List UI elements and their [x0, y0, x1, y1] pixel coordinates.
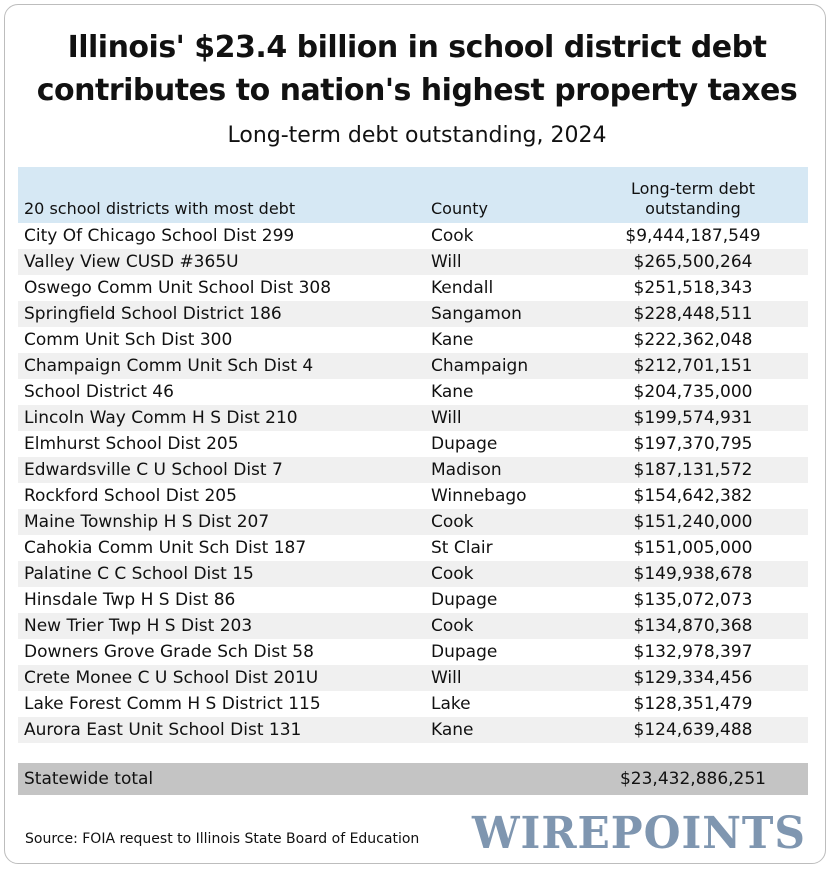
statewide-total-row: [18, 763, 808, 795]
debt-amount: $9,444,187,549: [625, 226, 761, 246]
debt-amount: $128,351,479: [633, 694, 753, 714]
county-name: Will: [431, 408, 462, 428]
county-name: Madison: [431, 460, 502, 480]
county-name: Winnebago: [431, 486, 527, 506]
table-row: [18, 353, 808, 379]
district-name: Oswego Comm Unit School Dist 308: [24, 278, 332, 298]
county-name: Kane: [431, 720, 474, 740]
district-name: Aurora East Unit School Dist 131: [24, 720, 302, 740]
county-name: Cook: [431, 226, 474, 246]
source-note: Source: FOIA request to Illinois State Board of Education: [25, 831, 420, 847]
county-name: Cook: [431, 512, 474, 532]
debt-amount: $265,500,264: [633, 252, 753, 272]
debt-amount: $151,005,000: [633, 538, 753, 558]
table-row: [18, 717, 808, 743]
debt-amount: $129,334,456: [633, 668, 753, 688]
debt-amount: $187,131,572: [633, 460, 753, 480]
district-name: Downers Grove Grade Sch Dist 58: [24, 642, 314, 662]
county-name: Cook: [431, 616, 474, 636]
debt-amount: $135,072,073: [633, 590, 753, 610]
table-row: [18, 639, 808, 665]
district-name: Valley View CUSD #365U: [24, 252, 239, 272]
district-name: Comm Unit Sch Dist 300: [24, 330, 233, 350]
column-header-debt-line-2: outstanding: [645, 199, 741, 218]
table-row: [18, 301, 808, 327]
table-row: [18, 405, 808, 431]
district-name: Champaign Comm Unit Sch Dist 4: [24, 356, 314, 376]
district-name: Hinsdale Twp H S Dist 86: [24, 590, 236, 610]
debt-amount: $212,701,151: [633, 356, 753, 376]
debt-amount: $197,370,795: [633, 434, 753, 454]
table-row: [18, 665, 808, 691]
debt-amount: $149,938,678: [633, 564, 753, 584]
county-name: Dupage: [431, 434, 498, 454]
chart-title-line-2: contributes to nation's highest property taxes: [36, 73, 798, 108]
debt-amount: $204,735,000: [633, 382, 753, 402]
district-name: Rockford School Dist 205: [24, 486, 237, 506]
column-header-debt-line-1: Long-term debt: [630, 179, 755, 198]
total-value: $23,432,886,251: [619, 769, 766, 789]
table-row: [18, 535, 808, 561]
debt-table: [18, 167, 808, 743]
debt-amount: $251,518,343: [633, 278, 753, 298]
county-name: Dupage: [431, 590, 498, 610]
chart-title-line-1: Illinois' $23.4 billion in school district debt: [67, 30, 767, 65]
table-row: [18, 275, 808, 301]
table-row: [18, 483, 808, 509]
column-header-county: County: [431, 199, 488, 218]
debt-amount: $222,362,048: [633, 330, 753, 350]
column-header-district: 20 school districts with most debt: [24, 199, 296, 218]
column-header-debt: [578, 179, 808, 219]
district-name: Springfield School District 186: [24, 304, 282, 324]
total-label: Statewide total: [24, 769, 154, 789]
county-name: Dupage: [431, 642, 498, 662]
debt-amount: $132,978,397: [633, 642, 753, 662]
county-name: Kane: [431, 330, 474, 350]
chart-subtitle: Long-term debt outstanding, 2024: [227, 123, 607, 148]
county-name: Sangamon: [431, 304, 522, 324]
district-name: Maine Township H S Dist 207: [24, 512, 270, 532]
debt-amount: $199,574,931: [633, 408, 753, 428]
district-name: Elmhurst School Dist 205: [24, 434, 239, 454]
district-name: School District 46: [24, 382, 174, 402]
county-name: Cook: [431, 564, 474, 584]
table-row: [18, 249, 808, 275]
county-name: Kane: [431, 382, 474, 402]
table-row: [18, 327, 808, 353]
county-name: Will: [431, 668, 462, 688]
district-name: Lincoln Way Comm H S Dist 210: [24, 408, 298, 428]
debt-amount: $154,642,382: [633, 486, 753, 506]
debt-amount: $134,870,368: [633, 616, 753, 636]
district-name: Crete Monee C U School Dist 201U: [24, 668, 319, 688]
table-row: [18, 509, 808, 535]
district-name: Cahokia Comm Unit Sch Dist 187: [24, 538, 307, 558]
county-name: St Clair: [431, 538, 493, 558]
table-row: [18, 379, 808, 405]
wirepoints-logo: [470, 806, 810, 856]
county-name: Lake: [431, 694, 471, 714]
debt-amount: $151,240,000: [633, 512, 753, 532]
district-name: Edwardsville C U School Dist 7: [24, 460, 283, 480]
table-header: [18, 167, 808, 223]
county-name: Kendall: [431, 278, 494, 298]
table-row: [18, 691, 808, 717]
county-name: Will: [431, 252, 462, 272]
district-name: City Of Chicago School Dist 299: [24, 226, 295, 246]
table-row: [18, 587, 808, 613]
county-name: Champaign: [431, 356, 529, 376]
table-row: [18, 431, 808, 457]
district-name: Lake Forest Comm H S District 115: [24, 694, 321, 714]
district-name: Palatine C C School Dist 15: [24, 564, 254, 584]
table-row: [18, 457, 808, 483]
district-name: New Trier Twp H S Dist 203: [24, 616, 253, 636]
table-body: [18, 223, 808, 743]
logo-text: WIREPOINTS: [471, 808, 806, 856]
table-row: [18, 223, 808, 249]
table-row: [18, 613, 808, 639]
debt-amount: $228,448,511: [633, 304, 753, 324]
table-row: [18, 561, 808, 587]
debt-amount: $124,639,488: [633, 720, 753, 740]
